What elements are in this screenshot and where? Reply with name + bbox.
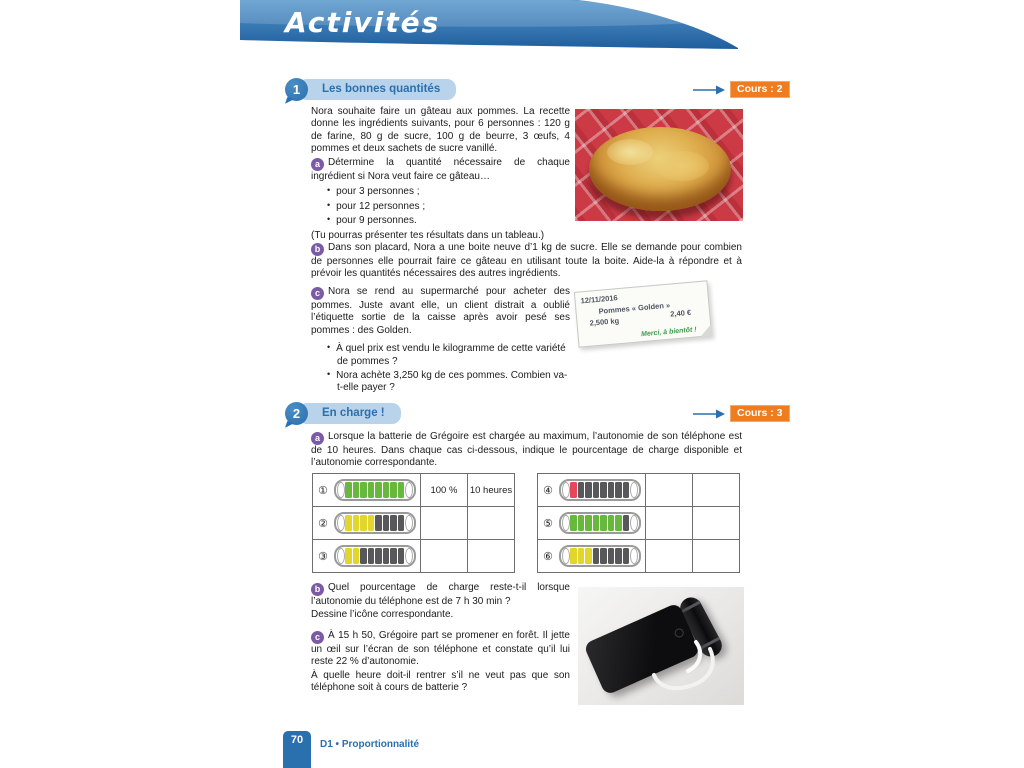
percentage-answer-cell: 100 % — [421, 474, 468, 506]
activity1-question-b: b Dans son placard, Nora a une boite neuve d’1 kg de sucre. Elle se demande pour combien de personnes elle pourrait faire ce gâteau en utilisant toute la boite. Aide-la à répondre et à prévoir les quantités nécessaires des autres ingrédients. — [311, 242, 742, 280]
percentage-answer-cell — [646, 540, 693, 572]
battery-table-right — [537, 473, 740, 573]
percentage-answer-cell — [421, 540, 468, 572]
receipt-price: 2,40 € — [669, 307, 692, 319]
activity1-question-a: a Détermine la quantité nécessaire de chaque ingrédient si Nora veut faire ce gâteau… • pour 3 personnes ; • pour 12 personnes ; • pour 9 personnes. (Tu pourras présenter tes résultats dans un tableau.) — [311, 157, 570, 242]
battery-cell — [313, 540, 421, 572]
bullet-item: • Nora achète 3,250 kg de ces pommes. Combien va-t-elle payer ? — [327, 369, 570, 395]
battery-icon — [559, 479, 641, 501]
question-letter-badge: a — [311, 158, 324, 171]
question-letter-badge: b — [311, 243, 324, 256]
activity1-title: Les bonnes quantités — [298, 79, 456, 100]
activity1-intro: Nora souhaite faire un gâteau aux pommes. La recette donne les ingrédients suivants, pour 6 personnes : 120 g de farine, 80 g de sucre, 100 g de beurre, 3 œufs, 4 pommes et deux sachets de sucre vanillé. — [311, 106, 570, 155]
activity2-number-bubble: 2 — [285, 402, 308, 425]
receipt-thanks: Merci, à bientôt ! — [640, 326, 697, 339]
battery-cell — [538, 540, 646, 572]
cake-illustration — [589, 127, 731, 211]
battery-table-row — [313, 540, 514, 572]
battery-table-row — [313, 474, 514, 507]
autonomy-answer-cell: 10 heures — [469, 484, 513, 496]
battery-table-row — [313, 507, 514, 540]
question-a-bullets — [317, 185, 570, 227]
question-c-bullets — [317, 342, 570, 395]
battery-table-row — [538, 507, 739, 540]
autonomy-answer-cell — [468, 507, 514, 539]
question-a-note: (Tu pourras présenter tes résultats dans un tableau.) — [311, 229, 545, 241]
battery-table-left — [312, 473, 515, 573]
bullet-item: • pour 12 personnes ; — [327, 200, 570, 213]
battery-icon — [334, 545, 416, 567]
circled-number: ① — [318, 483, 328, 497]
receipt-folded-corner — [699, 324, 712, 337]
circled-number: ⑤ — [543, 516, 553, 530]
question-letter-badge: c — [311, 631, 324, 644]
circled-number: ② — [318, 516, 328, 530]
bullet-item: • pour 3 personnes ; — [327, 185, 570, 198]
question-letter-badge: b — [311, 583, 324, 596]
circled-number: ③ — [318, 549, 328, 563]
chapter-label: D1 • Proportionnalité — [320, 739, 420, 750]
battery-table-row — [538, 474, 739, 507]
page-number-tab: 70 — [283, 731, 311, 768]
activity2-title: En charge ! — [298, 403, 401, 424]
circled-number: ④ — [543, 483, 553, 497]
percentage-answer-cell — [646, 474, 693, 506]
autonomy-answer-cell — [468, 540, 514, 572]
receipt-date: 12/11/2016 — [580, 293, 618, 306]
phone-charging-photo — [578, 587, 744, 705]
percentage-answer-cell — [421, 507, 468, 539]
activity1-header — [285, 78, 783, 100]
activity2-cours-ref — [693, 405, 790, 422]
charging-cable-illustration — [578, 587, 744, 705]
cours-badge: Cours : 3 — [730, 405, 790, 422]
activity1-number-bubble: 1 — [285, 78, 308, 101]
battery-cell — [538, 474, 646, 506]
battery-icon — [334, 479, 416, 501]
receipt-weight: 2,500 kg — [589, 316, 620, 328]
battery-table-row — [538, 540, 739, 572]
question-letter-badge: c — [311, 287, 324, 300]
bullet-item: • pour 9 personnes. — [327, 214, 570, 227]
circled-number: ⑥ — [543, 549, 553, 563]
activity2-question-c: c À 15 h 50, Grégoire part se promener en forêt. Il jette un œil sur l’écran de son téléphone et constate qu’il lui reste 22 % d’autonomie. À quelle heure doit-il rentrer s’il ne veut pas que son téléphone soit à cours de batterie ? — [311, 630, 570, 694]
page-banner — [240, 0, 740, 52]
page-title: Activités — [285, 6, 441, 39]
question-b-subline: Dessine l’icône correspondante. — [311, 609, 454, 621]
question-letter-badge: a — [311, 432, 324, 445]
store-receipt — [574, 280, 712, 347]
battery-icon — [334, 512, 416, 534]
arrow-right-icon — [693, 409, 725, 419]
percentage-answer-cell — [646, 507, 693, 539]
question-c-subline: À quelle heure doit-il rentrer s’il ne veut pas que son téléphone soit à cours de batterie ? — [311, 669, 570, 694]
receipt-product: Pommes « Golden » — [598, 300, 671, 316]
activity1-cours-ref — [693, 81, 790, 98]
autonomy-answer-cell — [693, 540, 739, 572]
activity2-header — [285, 402, 783, 424]
apple-cake-photo — [575, 109, 743, 221]
bullet-item: • À quel prix est vendu le kilogramme de cette variété de pommes ? — [327, 342, 570, 368]
autonomy-answer-cell — [693, 507, 739, 539]
activity2-question-b: b Quel pourcentage de charge reste-t-il lorsque l’autonomie du téléphone est de 7 h 30 min ? Dessine l’icône correspondante. — [311, 582, 570, 621]
battery-cell — [538, 507, 646, 539]
autonomy-answer-cell — [693, 474, 739, 506]
battery-cell — [313, 474, 421, 506]
activity1-question-c: c Nora se rend au supermarché pour acheter des pommes. Juste avant elle, un client distrait a oublié l’étiquette sortie de la caisse après avoir pesé ses pommes : des Golden. • À quel prix est vendu le kilogramme de cette variété de pommes ? • Nora achète 3,250 kg de ces pommes. Combien va-t-elle payer ? — [311, 286, 570, 396]
cours-badge: Cours : 2 — [730, 81, 790, 98]
textbook-page — [240, 0, 800, 768]
battery-icon — [559, 545, 641, 567]
battery-icon — [559, 512, 641, 534]
arrow-right-icon — [693, 85, 725, 95]
battery-cell — [313, 507, 421, 539]
activity2-question-a: a Lorsque la batterie de Grégoire est chargée au maximum, l’autonomie de son téléphone est de 10 heures. Dans chaque cas ci-dessous, indique le pourcentage de charge disponible et l’autonomie correspondante. — [311, 431, 742, 469]
